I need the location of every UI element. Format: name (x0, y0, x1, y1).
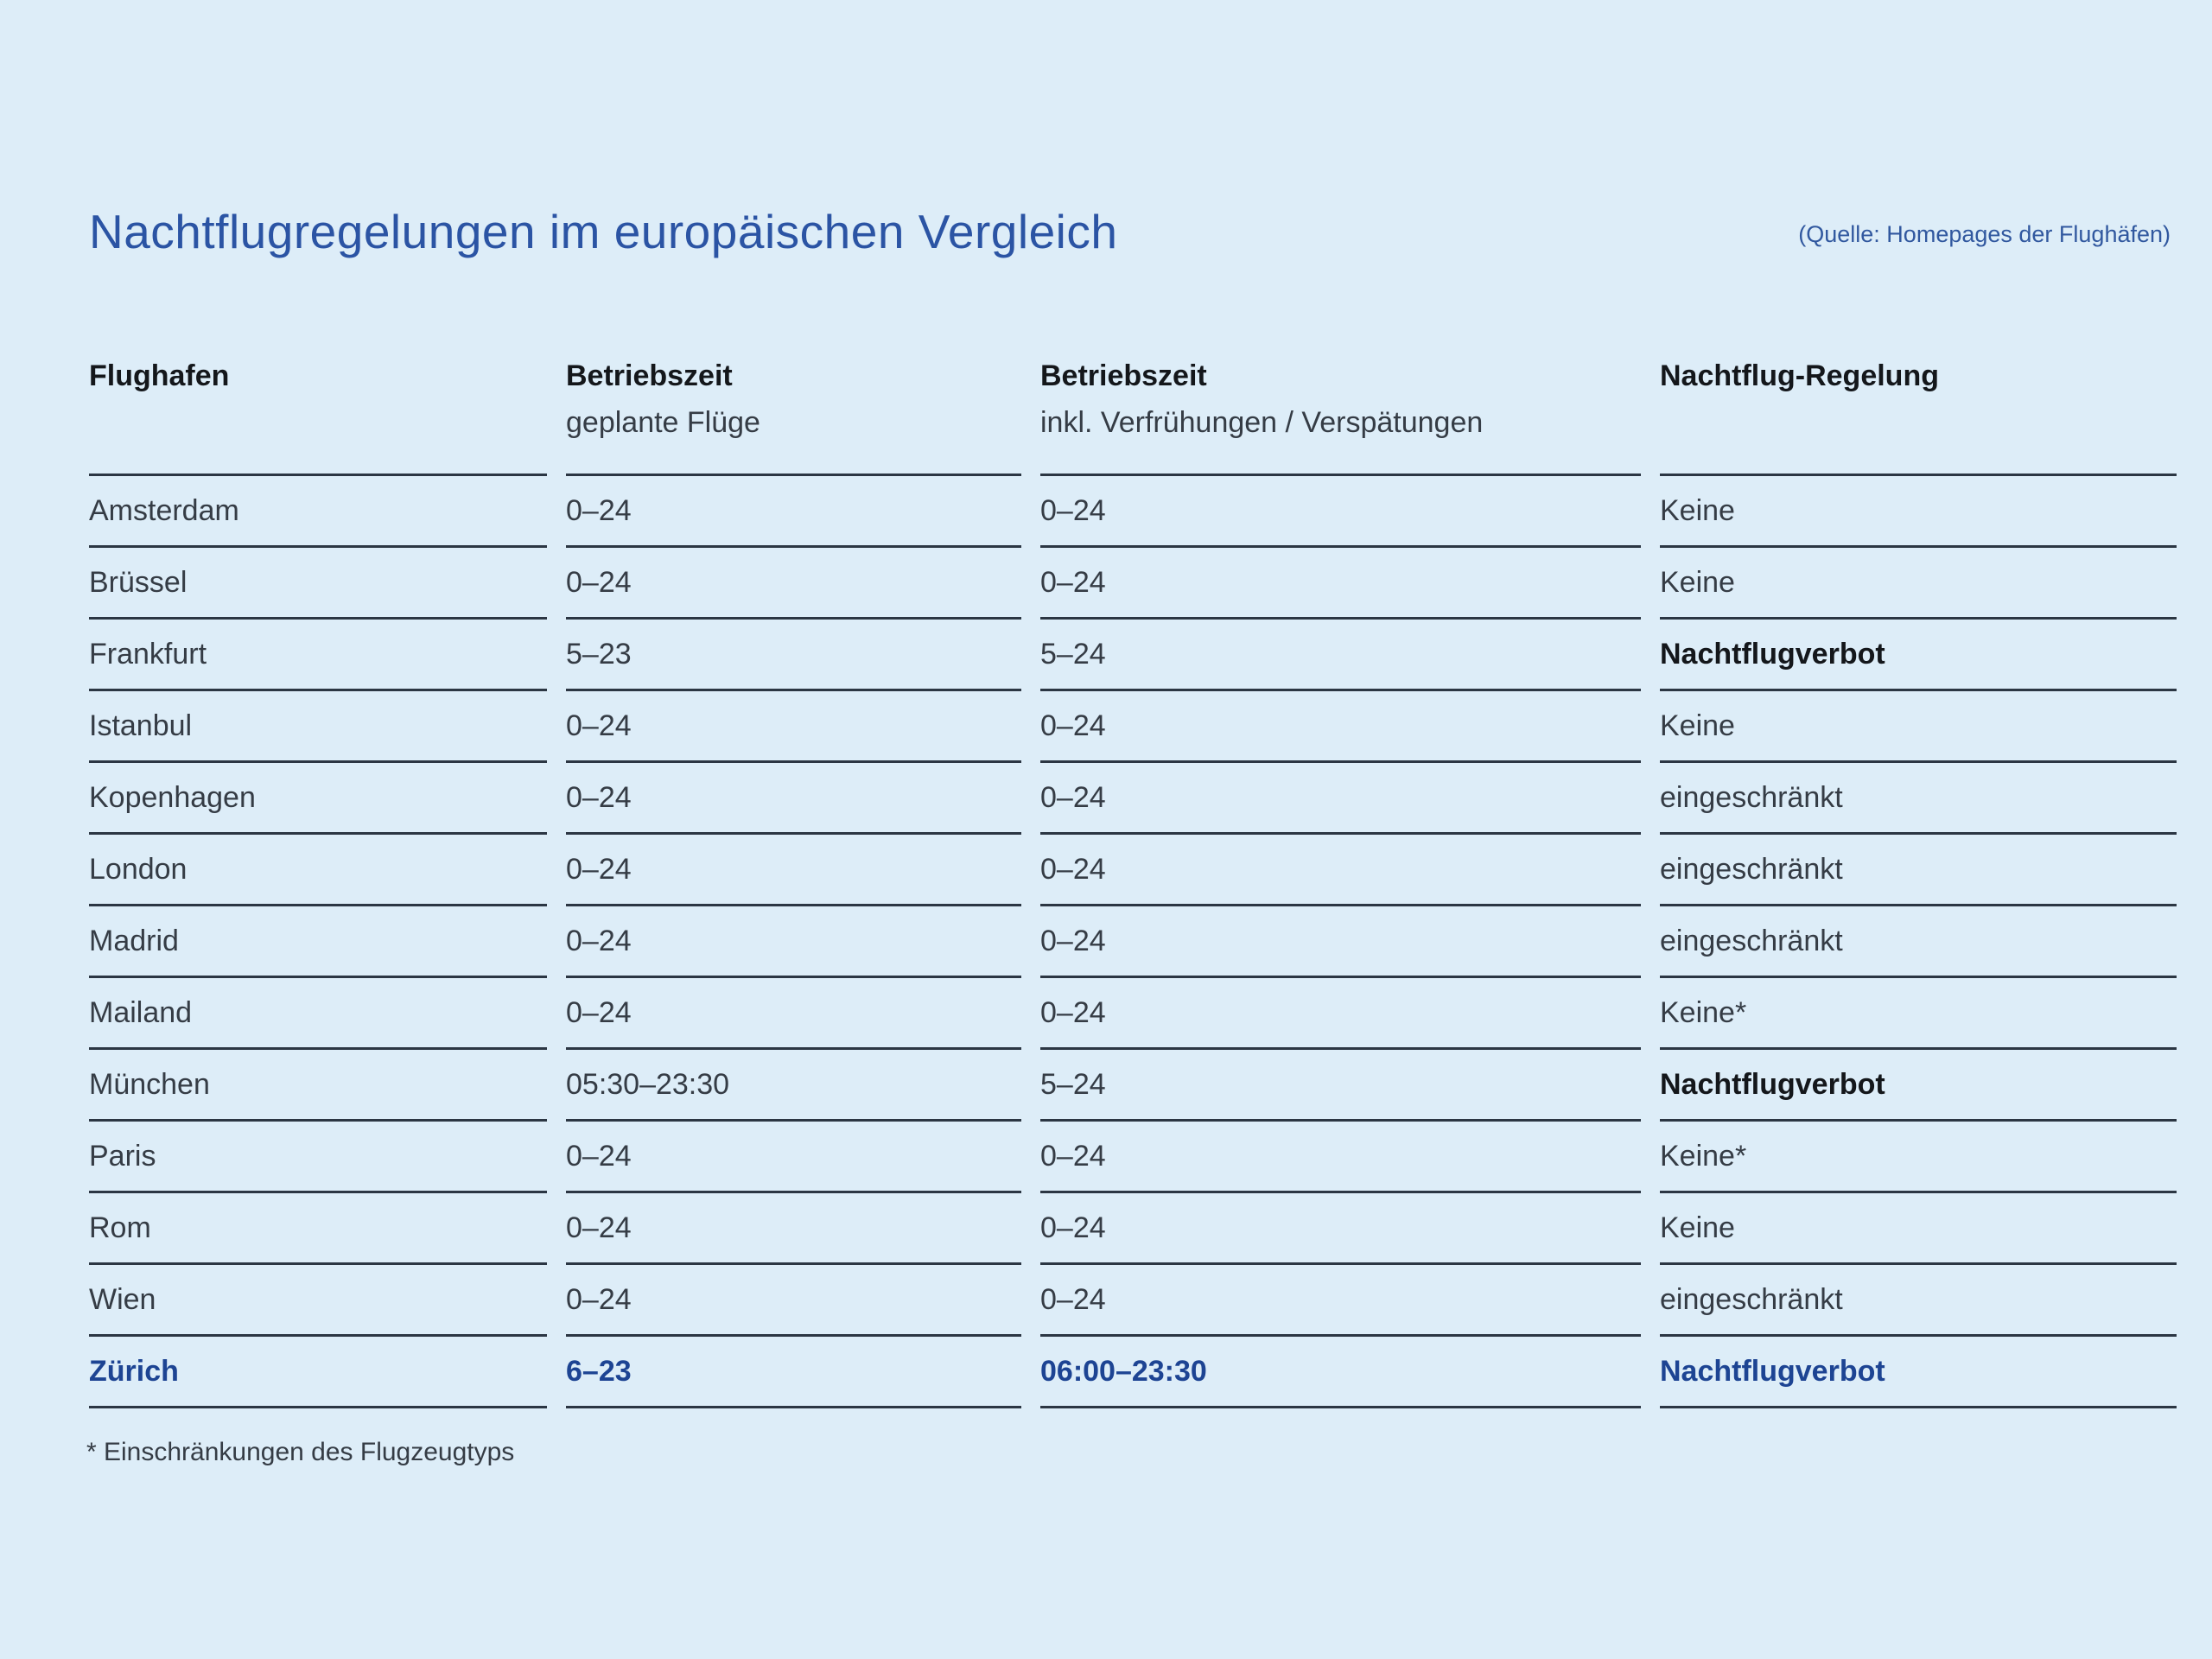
cell-planned-hours: 6–23 (566, 1337, 1021, 1408)
table-header-row (89, 346, 2177, 476)
cell-airport: Istanbul (89, 691, 547, 763)
cell-regulation: Keine (1660, 691, 2177, 763)
table-row (89, 1050, 2177, 1122)
cell-regulation: Keine (1660, 476, 2177, 548)
cell-actual-hours: 0–24 (1040, 835, 1641, 906)
cell-airport: Zürich (89, 1337, 547, 1408)
table-row (89, 548, 2177, 620)
cell-airport: Brüssel (89, 548, 547, 620)
cell-planned-hours: 05:30–23:30 (566, 1050, 1021, 1122)
cell-planned-hours: 5–23 (566, 620, 1021, 691)
column-header-regulation-title: Nachtflug-Regelung (1660, 359, 1939, 392)
cell-actual-hours: 06:00–23:30 (1040, 1337, 1641, 1408)
cell-airport: Amsterdam (89, 476, 547, 548)
cell-regulation: Nachtflugverbot (1660, 1050, 2177, 1122)
cell-planned-hours: 0–24 (566, 476, 1021, 548)
cell-actual-hours: 0–24 (1040, 763, 1641, 835)
table-row (89, 763, 2177, 835)
cell-actual-hours: 0–24 (1040, 1193, 1641, 1265)
cell-regulation: Keine* (1660, 1122, 2177, 1193)
cell-airport: Madrid (89, 906, 547, 978)
column-header-airport-title: Flughafen (89, 359, 230, 392)
cell-airport: Kopenhagen (89, 763, 547, 835)
table-row (89, 1265, 2177, 1337)
cell-regulation: Keine (1660, 548, 2177, 620)
cell-actual-hours: 0–24 (1040, 548, 1641, 620)
footnote: * Einschränkungen des Flugzeugtyps (86, 1438, 515, 1466)
cell-regulation: Keine (1660, 1193, 2177, 1265)
cell-planned-hours: 0–24 (566, 763, 1021, 835)
cell-airport: Paris (89, 1122, 547, 1193)
table-row (89, 978, 2177, 1050)
cell-regulation: eingeschränkt (1660, 835, 2177, 906)
cell-planned-hours: 0–24 (566, 978, 1021, 1050)
cell-airport: Mailand (89, 978, 547, 1050)
page-title: Nachtflugregelungen im europäischen Vergleich (89, 205, 1118, 258)
column-header-actual-title: Betriebszeit (1040, 359, 1207, 392)
cell-actual-hours: 0–24 (1040, 1265, 1641, 1337)
column-header-actual-subtitle: inkl. Verfrühungen / Verspätungen (1040, 406, 1484, 439)
cell-actual-hours: 5–24 (1040, 1050, 1641, 1122)
cell-regulation: eingeschränkt (1660, 906, 2177, 978)
cell-planned-hours: 0–24 (566, 691, 1021, 763)
cell-actual-hours: 0–24 (1040, 906, 1641, 978)
cell-regulation: Nachtflugverbot (1660, 620, 2177, 691)
cell-actual-hours: 0–24 (1040, 1122, 1641, 1193)
cell-regulation: Keine* (1660, 978, 2177, 1050)
cell-planned-hours: 0–24 (566, 906, 1021, 978)
column-header-planned-subtitle: geplante Flüge (566, 406, 760, 439)
cell-planned-hours: 0–24 (566, 548, 1021, 620)
cell-actual-hours: 0–24 (1040, 476, 1641, 548)
table-body (89, 476, 2177, 1408)
table-row (89, 476, 2177, 548)
cell-actual-hours: 0–24 (1040, 691, 1641, 763)
table-row (89, 620, 2177, 691)
table-row (89, 835, 2177, 906)
column-header-regulation (1660, 346, 2177, 476)
column-header-planned-title: Betriebszeit (566, 359, 733, 392)
cell-actual-hours: 0–24 (1040, 978, 1641, 1050)
table-row (89, 1122, 2177, 1193)
cell-airport: Wien (89, 1265, 547, 1337)
source-note: (Quelle: Homepages der Flughäfen) (1798, 221, 2171, 247)
cell-planned-hours: 0–24 (566, 835, 1021, 906)
table-row (89, 1193, 2177, 1265)
cell-airport: Rom (89, 1193, 547, 1265)
cell-regulation: eingeschränkt (1660, 1265, 2177, 1337)
table-row (89, 906, 2177, 978)
cell-regulation: eingeschränkt (1660, 763, 2177, 835)
cell-actual-hours: 5–24 (1040, 620, 1641, 691)
column-header-airport (89, 346, 547, 476)
cell-airport: München (89, 1050, 547, 1122)
column-header-planned (566, 346, 1021, 476)
column-header-actual (1040, 346, 1641, 476)
cell-airport: Frankfurt (89, 620, 547, 691)
cell-planned-hours: 0–24 (566, 1193, 1021, 1265)
table-row (89, 1337, 2177, 1408)
nightflight-table (89, 346, 2177, 1408)
cell-planned-hours: 0–24 (566, 1122, 1021, 1193)
cell-planned-hours: 0–24 (566, 1265, 1021, 1337)
cell-regulation: Nachtflugverbot (1660, 1337, 2177, 1408)
cell-airport: London (89, 835, 547, 906)
table-row (89, 691, 2177, 763)
